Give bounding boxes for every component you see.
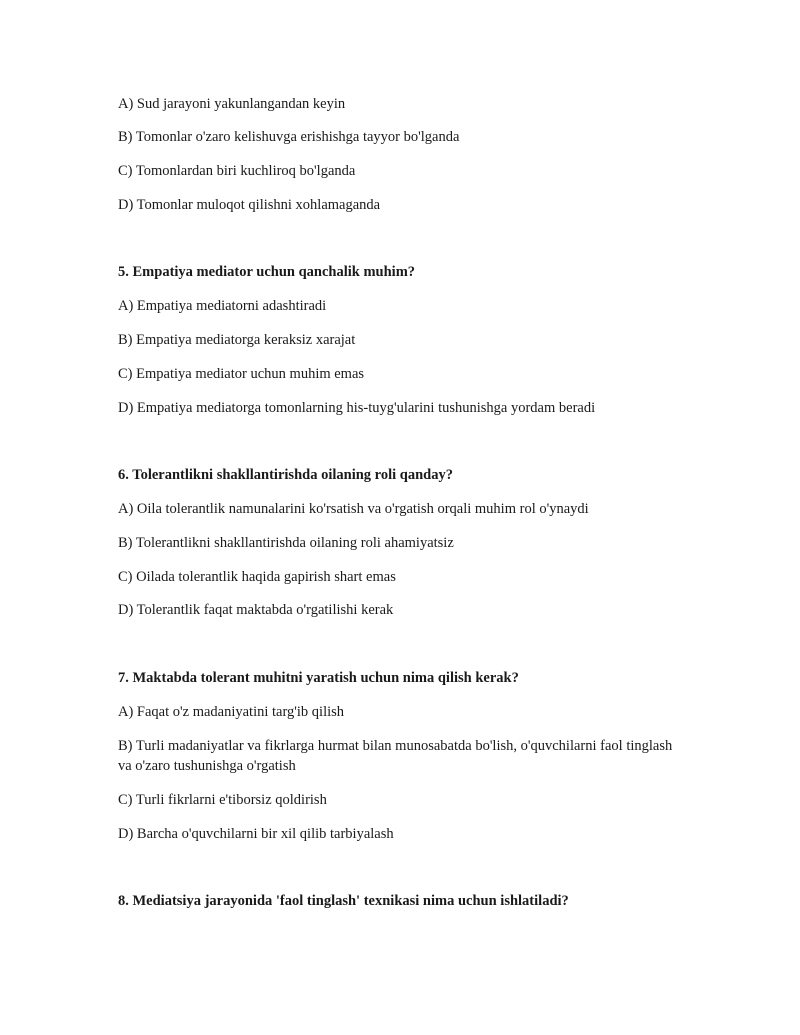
q5-option-a: A) Empatiya mediatorni adashtiradi (118, 298, 327, 314)
q5-option-d: D) Empatiya mediatorga tomonlarning his-tuyg'ularini tushunishga yordam beradi (118, 400, 596, 416)
q4-option-c: C) Tomonlardan biri kuchliroq bo'lganda (118, 163, 356, 179)
q4-option-d: D) Tomonlar muloqot qilishni xohlamaganda (118, 197, 381, 213)
q4-option-b: B) Tomonlar o'zaro kelishuvga erishishga tayyor bo'lganda (118, 129, 460, 145)
q8-question: 8. Mediatsiya jarayonida 'faol tinglash' texnikasi nima uchun ishlatiladi? (118, 893, 569, 909)
q6-option-d: D) Tolerantlik faqat maktabda o'rgatilishi kerak (118, 602, 394, 618)
q6-option-a: A) Oila tolerantlik namunalarini ko'rsatish va o'rgatish orqali muhim rol o'ynaydi (118, 501, 589, 517)
q6-question: 6. Tolerantlikni shakllantirishda oilaning roli qanday? (118, 467, 453, 483)
q7-option-d: D) Barcha o'quvchilarni bir xil qilib tarbiyalash (118, 826, 394, 842)
q7-option-b: B) Turli madaniyatlar va fikrlarga hurmat bilan munosabatda bo'lish, o'quvchilarni faol tinglash va o'zaro tushunishga o'rgatish (118, 738, 673, 774)
q5-option-c: C) Empatiya mediator uchun muhim emas (118, 366, 365, 382)
q6-option-c: C) Oilada tolerantlik haqida gapirish shart emas (118, 569, 396, 585)
q7-option-a: A) Faqat o'z madaniyatini targ'ib qilish (118, 704, 345, 720)
q7-question: 7. Maktabda tolerant muhitni yaratish uchun nima qilish kerak? (118, 670, 519, 686)
q5-question: 5. Empatiya mediator uchun qanchalik muhim? (118, 264, 416, 280)
q6-option-b: B) Tolerantlikni shakllantirishda oilaning roli ahamiyatsiz (118, 535, 454, 551)
q4-option-a: A) Sud jarayoni yakunlangandan keyin (118, 96, 346, 112)
q7-option-c: C) Turli fikrlarni e'tiborsiz qoldirish (118, 792, 327, 808)
q5-option-b: B) Empatiya mediatorga keraksiz xarajat (118, 332, 356, 348)
